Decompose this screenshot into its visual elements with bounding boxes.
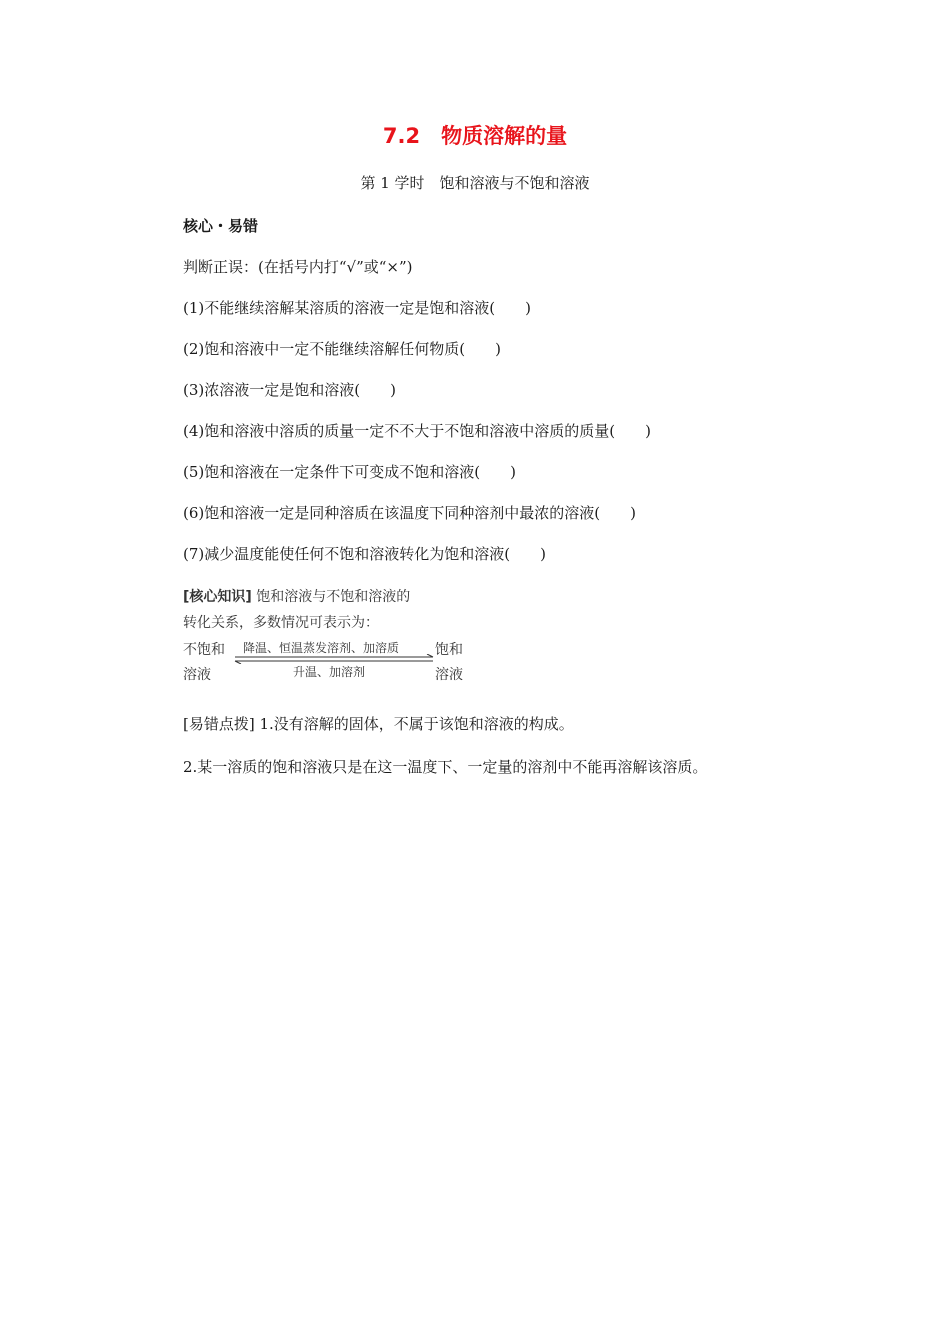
instruction-text: 判断正误：(在括号内打“√”或“×”) — [183, 258, 413, 276]
core-knowledge-tag: [核心知识] — [183, 589, 252, 605]
forward-condition: 降温、恒温蒸发溶剂、加溶质 — [243, 641, 400, 655]
question-item: (1)不能继续溶解某溶质的溶液一定是饱和溶液( ) — [183, 299, 531, 317]
error-tip-1: [易错点拨] 1.没有溶解的固体，不属于该饱和溶液的构成。 — [183, 715, 574, 733]
error-tip-2: 2.某一溶质的饱和溶液只是在这一温度下、一定量的溶剂中不能再溶解该溶质。 — [183, 758, 708, 776]
unsaturated-label-bottom: 溶液 — [183, 667, 211, 683]
saturated-label-top: 饱和 — [435, 642, 463, 658]
question-item: (6)饱和溶液一定是同种溶质在该温度下同种溶剂中最浓的溶液( ) — [183, 504, 636, 522]
question-item: (7)减少温度能使任何不饱和溶液转化为饱和溶液( ) — [183, 545, 546, 563]
unsaturated-solution-label — [183, 638, 225, 688]
question-item: (4)饱和溶液中溶质的质量一定不不大于不饱和溶液中溶质的质量( ) — [183, 422, 651, 440]
core-knowledge-line2: 转化关系，多数情况可表示为： — [183, 615, 379, 631]
section-heading: 核心・易错 — [183, 217, 259, 235]
core-knowledge-intro: 饱和溶液与不饱和溶液的 — [251, 589, 411, 605]
question-item: (2)饱和溶液中一定不能继续溶解任何物质( ) — [183, 340, 501, 358]
saturated-solution-label — [435, 638, 463, 688]
reverse-condition: 升温、加溶剂 — [293, 665, 366, 679]
question-item: (5)饱和溶液在一定条件下可变成不饱和溶液( ) — [183, 463, 516, 481]
saturated-label-bottom: 溶液 — [435, 667, 463, 683]
lesson-subtitle: 第 1 学时 饱和溶液与不饱和溶液 — [360, 174, 590, 192]
unsaturated-label-top: 不饱和 — [183, 642, 225, 658]
question-item: (3)浓溶液一定是饱和溶液( ) — [183, 381, 396, 399]
core-knowledge-heading — [183, 586, 410, 606]
page-title: 7.2 物质溶解的量 — [382, 124, 568, 148]
